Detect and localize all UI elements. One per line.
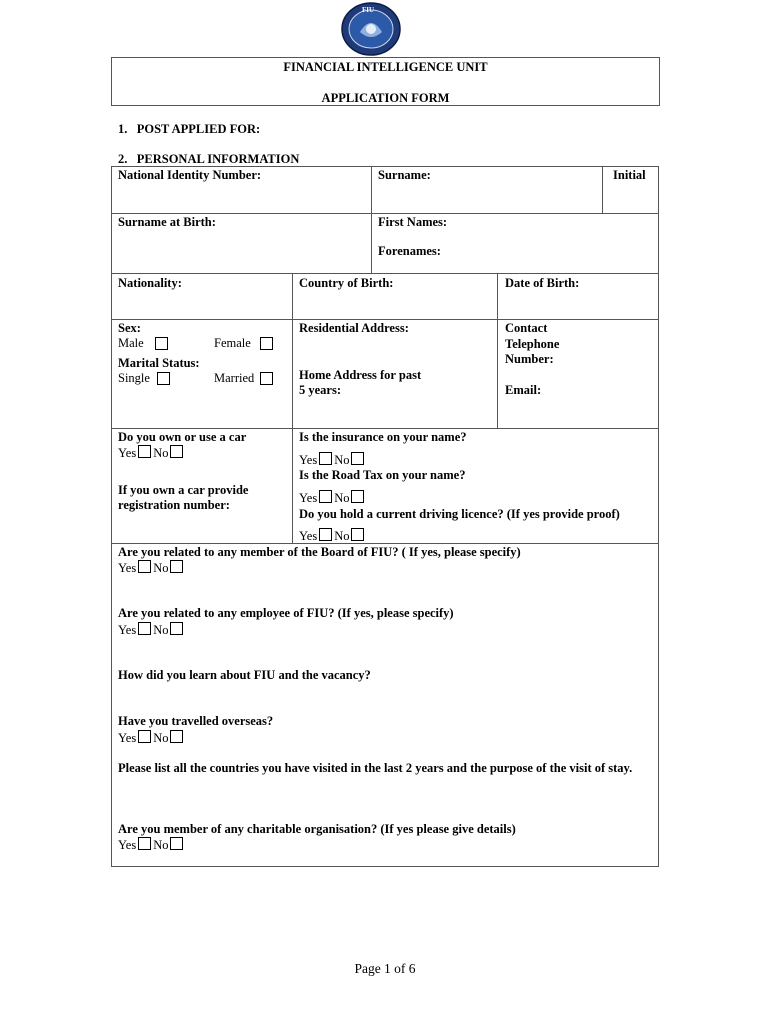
own-car-yes-checkbox[interactable] [138,445,151,458]
travel-yes-checkbox[interactable] [138,730,151,743]
licence-label: Do you hold a current driving licence? (If yes provide proof) [299,507,620,521]
road-tax-yes-checkbox[interactable] [319,490,332,503]
married-label: Married [214,371,255,385]
forenames-label: Forenames: [378,244,441,258]
surname-birth-label: Surname at Birth: [118,215,216,229]
employee-question: Are you related to any employee of FIU? (If yes, please specify) [118,606,454,620]
countries-question: Please list all the countries you have visited in the last 2 years and the purpose of the visit of stay. [118,761,633,775]
insurance-label: Is the insurance on your name? [299,430,467,444]
married-checkbox[interactable] [260,372,273,385]
org-title: FINANCIAL INTELLIGENCE UNIT [283,60,488,74]
male-option[interactable] [118,336,144,351]
insurance-options: Yes No [299,452,366,468]
travel-no-checkbox[interactable] [170,730,183,743]
learn-question: How did you learn about FIU and the vacancy? [118,668,371,682]
form-title: APPLICATION FORM [321,91,450,105]
licence-options: Yes No [299,528,366,544]
road-tax-options: Yes No [299,490,366,506]
country-birth-label: Country of Birth: [299,276,394,290]
board-no-checkbox[interactable] [170,560,183,573]
travel-question: Have you travelled overseas? [118,714,274,728]
employee-options: Yes No [118,622,185,638]
marital-label: Marital Status: [118,356,200,370]
insurance-no-checkbox[interactable] [351,452,364,465]
female-label: Female [214,336,251,350]
contact-label-2: Telephone [505,337,560,351]
sex-label: Sex: [118,321,141,335]
female-option[interactable] [214,336,251,351]
dob-label: Date of Birth: [505,276,580,290]
married-option[interactable] [214,371,254,386]
single-checkbox[interactable] [157,372,170,385]
travel-options: Yes No [118,730,185,746]
board-options: Yes No [118,560,185,576]
logo-text: FIU [362,6,375,14]
registration-label-2: registration number: [118,498,230,512]
home-past-label-1: Home Address for past [299,368,422,382]
own-car-options: Yes No [118,445,185,461]
licence-yes-checkbox[interactable] [319,528,332,541]
initial-label: Initial [613,168,646,182]
contact-label-1: Contact [505,321,548,335]
surname-label: Surname: [378,168,431,182]
male-label: Male [118,336,144,350]
home-past-label-2: 5 years: [299,383,341,397]
residential-label: Residential Address: [299,321,409,335]
licence-no-checkbox[interactable] [351,528,364,541]
page-number: Page 1 of 6 [354,961,416,976]
employee-no-checkbox[interactable] [170,622,183,635]
board-yes-checkbox[interactable] [138,560,151,573]
insurance-yes-checkbox[interactable] [319,452,332,465]
own-car-label: Do you own or use a car [118,430,247,444]
employee-yes-checkbox[interactable] [138,622,151,635]
nationality-label: Nationality: [118,276,182,290]
charity-yes-checkbox[interactable] [138,837,151,850]
road-tax-label: Is the Road Tax on your name? [299,468,466,482]
first-names-label: First Names: [378,215,448,229]
charity-question: Are you member of any charitable organisation? (If yes please give details) [118,822,516,836]
charity-no-checkbox[interactable] [170,837,183,850]
male-checkbox[interactable] [155,337,168,350]
road-tax-no-checkbox[interactable] [351,490,364,503]
registration-label-1: If you own a car provide [118,483,249,497]
contact-label-3: Number: [505,352,554,366]
post-applied-heading: 1. POST APPLIED FOR: [118,122,261,136]
single-option[interactable] [118,371,150,386]
fiu-logo [340,2,402,56]
email-label: Email: [505,383,542,397]
personal-info-heading: 2. PERSONAL INFORMATION [118,152,300,166]
charity-options: Yes No [118,837,185,853]
female-checkbox[interactable] [260,337,273,350]
single-label: Single [118,371,150,385]
own-car-no-checkbox[interactable] [170,445,183,458]
nid-label: National Identity Number: [118,168,262,182]
board-question: Are you related to any member of the Board of FIU? ( If yes, please specify) [118,545,521,559]
